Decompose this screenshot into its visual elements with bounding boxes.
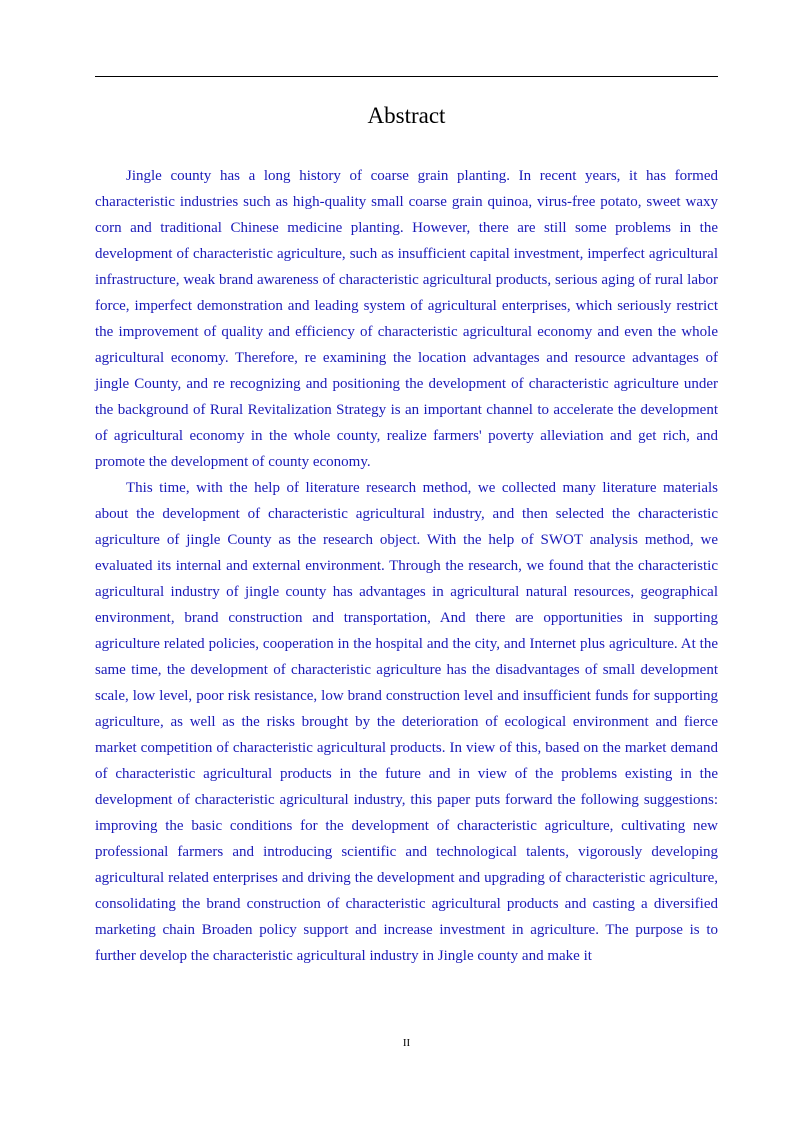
page-number: II: [402, 1037, 411, 1049]
header-rule: [95, 76, 718, 77]
abstract-paragraph-1: Jingle county has a long history of coarse grain planting. In recent years, it has formed characteristic industries such as high-quality small coarse grain quinoa, virus-free potato, sweet waxy corn and traditional Chinese medicine planting. However, there are still some problems in the development of characteristic agriculture, such as insufficient capital investment, imperfect agricultural infrastructure, weak brand awareness of characteristic agricultural products, serious aging of rural labor force, imperfect demonstration and leading system of agricultural enterprises, which seriously restrict the improvement of quality and efficiency of characteristic agricultural economy and even the whole agricultural economy. Therefore, re examining the location advantages and resource advantages of jingle County, and re recognizing and positioning the development of characteristic agriculture under the background of Rural Revitalization Strategy is an important channel to accelerate the development of agricultural economy in the whole county, realize farmers' poverty alleviation and get rich, and promote the development of county economy.: [95, 168, 718, 470]
page-title: Abstract: [367, 103, 446, 128]
abstract-paragraph-2: This time, with the help of literature research method, we collected many literature materials about the development of characteristic agricultural industry, and then selected the characteristic agriculture of jingle County as the research object. With the help of SWOT analysis method, we evaluated its internal and external environment. Through the research, we found that the characteristic agricultural industry of jingle county has advantages in agricultural natural resources, geographical environment, brand construction and transportation, And there are opportunities in supporting agriculture related policies, cooperation in the hospital and the city, and Internet plus agriculture. At the same time, the development of characteristic agriculture has the disadvantages of small development scale, low level, poor risk resistance, low brand construction level and insufficient funds for supporting agriculture, as well as the risks brought by the deterioration of ecological environment and fierce market competition of characteristic agricultural products. In view of this, based on the market demand of characteristic agricultural products in the future and in view of the problems existing in the development of characteristic agricultural industry, this paper puts forward the following suggestions: improving the basic conditions for the development of characteristic agriculture, cultivating new professional farmers and introducing scientific and technological talents, vigorously developing agricultural related enterprises and driving the development and upgrading of characteristic agriculture, consolidating the brand construction of characteristic agricultural products and casting a diversified marketing chain Broaden policy support and increase investment in agriculture. The purpose is to further develop the characteristic agricultural industry in Jingle county and make it: [95, 480, 718, 964]
abstract-body: [95, 163, 718, 969]
